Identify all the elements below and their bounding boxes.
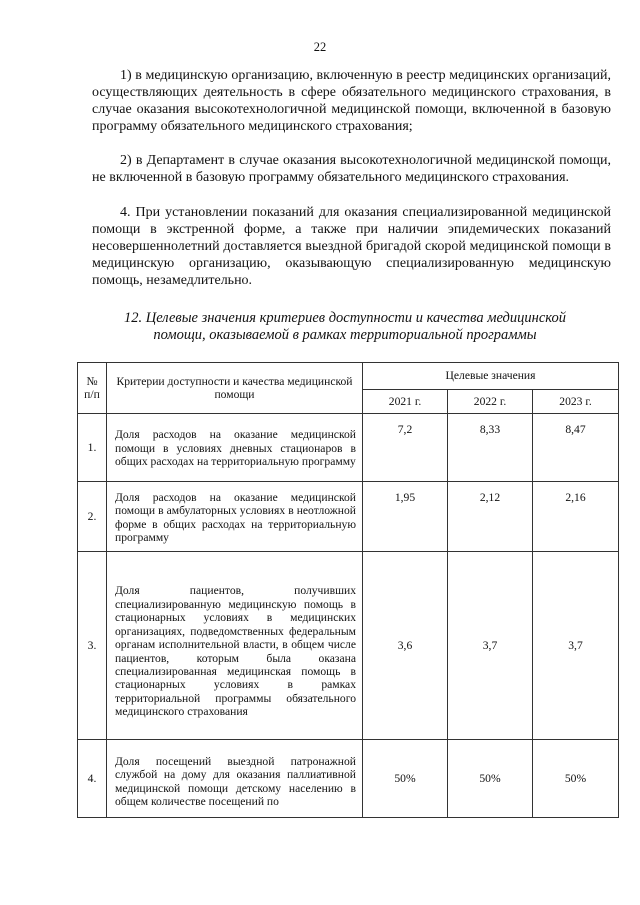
paragraph-1-text: 1) в медицинскую организацию, включенную в реестр медицинских организаций, осуществляющих деятельность в сфере обязательного медицинского страхования, в случае оказания высокотехнологичной медицинской помощи, включенной в базовую программу обязательного медицинского страхования; <box>92 68 611 134</box>
value-2021: 50% <box>363 740 448 818</box>
paragraph-1 <box>92 68 611 136</box>
table-row <box>78 552 619 740</box>
value-2023: 8,47 <box>533 414 619 482</box>
section-title: 12. Целевые значения критериев доступности и качества медицинской помощи, оказываемой в рамках территориальной программы <box>123 310 567 343</box>
value-2021: 3,6 <box>363 552 448 740</box>
value-2021: 1,95 <box>363 482 448 552</box>
criterion-text: Доля посещений выездной патронажной службой на дому для оказания паллиативной медицинской помощи детскому населению в общем количестве посещений по <box>107 740 363 818</box>
value-2023: 3,7 <box>533 552 619 740</box>
table-row <box>78 414 619 482</box>
row-number: 2. <box>78 482 107 552</box>
page-number: 22 <box>313 40 327 54</box>
table-row <box>78 482 619 552</box>
row-number: 1. <box>78 414 107 482</box>
header-year-2023: 2023 г. <box>533 390 619 414</box>
value-2022: 50% <box>448 740 533 818</box>
paragraph-2-text: 2) в Департамент в случае оказания высокотехнологичной медицинской помощи, не включенной в базовую программу обязательного медицинского страхования. <box>92 153 611 185</box>
row-number: 3. <box>78 552 107 740</box>
header-num: № п/п <box>78 363 107 414</box>
value-2022: 2,12 <box>448 482 533 552</box>
header-targets: Целевые значения <box>363 363 619 390</box>
criterion-text: Доля расходов на оказание медицинской помощи в амбулаторных условиях в неотложной форме в общих расходах на территориальную программу <box>107 482 363 552</box>
criterion-text: Доля расходов на оказание медицинской помощи в условиях дневных стационаров в общих расходах на территориальную программу <box>107 414 363 482</box>
value-2022: 8,33 <box>448 414 533 482</box>
criteria-table <box>77 362 619 818</box>
table-row <box>78 740 619 818</box>
paragraph-3-text: 4. При установлении показаний для оказания специализированной медицинской помощи в экстренной форме, а также при наличии эпидемических показаний несовершеннолетний доставляется выездной бригадой скорой медицинской помощи в медицинскую организацию, оказывающую специализированную медицинскую помощь, незамедлительно. <box>92 205 611 288</box>
paragraph-2 <box>92 153 611 187</box>
header-year-2021: 2021 г. <box>363 390 448 414</box>
header-criteria: Критерии доступности и качества медицинской помощи <box>107 363 363 414</box>
value-2023: 2,16 <box>533 482 619 552</box>
criterion-text: Доля пациентов, получивших специализированную медицинскую помощь в стационарных условиях в медицинских организациях, подведомственных федеральным органам исполнительной власти, в общем числе пациентов, которым была оказана специализированная медицинская помощь в стационарных условиях в рамках территориальной программы обязательного медицинского страхования <box>107 552 363 740</box>
row-number: 4. <box>78 740 107 818</box>
header-year-2022: 2022 г. <box>448 390 533 414</box>
value-2022: 3,7 <box>448 552 533 740</box>
paragraph-3 <box>92 205 611 290</box>
value-2023: 50% <box>533 740 619 818</box>
value-2021: 7,2 <box>363 414 448 482</box>
